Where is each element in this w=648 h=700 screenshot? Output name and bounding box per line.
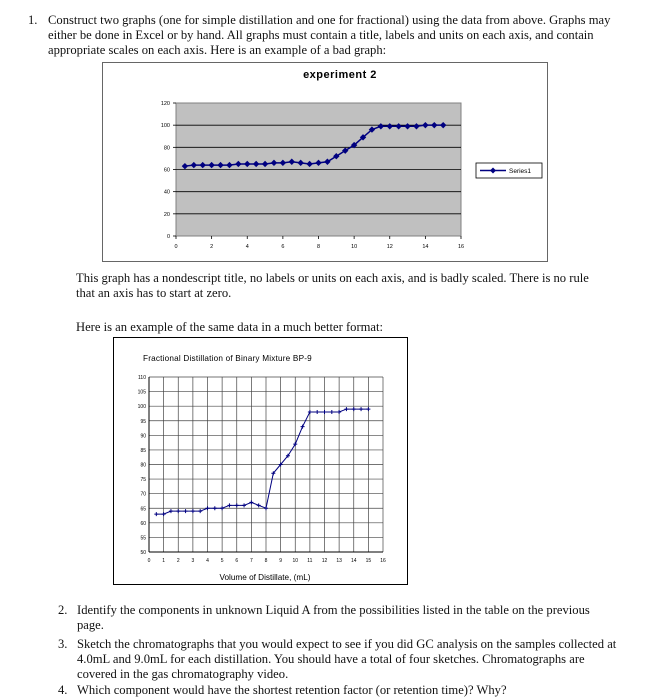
good-graph-y-tick-label: 50 xyxy=(140,550,146,556)
good-graph-x-tick-label: 12 xyxy=(321,558,328,564)
bad-graph-x-tick-label: 2 xyxy=(210,244,214,250)
bad-graph-title: experiment 2 xyxy=(303,69,377,81)
good-graph-y-tick-label: 85 xyxy=(140,447,146,454)
good-graph-x-tick-label: 15 xyxy=(365,558,372,564)
good-graph-y-tick-label: 105 xyxy=(137,389,146,396)
good-graph-x-tick-label: 13 xyxy=(336,558,342,564)
bad-graph-x-tick-label: 4 xyxy=(245,244,249,250)
bad-graph-y-tick-label: 20 xyxy=(163,211,170,218)
good-graph-y-tick-label: 75 xyxy=(140,477,146,484)
question-4-number: 4. xyxy=(58,683,68,697)
good-graph-x-tick-label: 8 xyxy=(264,558,268,564)
question-4-text: Which component would have the shortest retention factor (or retention time)? Why? xyxy=(77,683,507,697)
good-graph-chart xyxy=(113,337,408,585)
bad-graph-x-tick-label: 10 xyxy=(351,244,358,250)
bad-graph-y-tick-label: 60 xyxy=(163,167,170,174)
bad-graph-x-tick-label: 6 xyxy=(281,244,285,250)
good-graph-x-tick-label: 16 xyxy=(380,558,386,564)
good-graph-x-tick-label: 11 xyxy=(307,558,313,564)
good-graph-x-tick-label: 9 xyxy=(279,558,283,564)
good-graph-y-tick-label: 100 xyxy=(137,404,146,411)
good-graph-y-tick-label: 55 xyxy=(140,535,146,542)
good-graph-x-tick-label: 14 xyxy=(350,558,357,564)
bad-graph-y-tick-label: 40 xyxy=(163,189,170,196)
bad-graph-x-tick-label: 8 xyxy=(316,244,321,250)
good-graph-y-tick-label: 65 xyxy=(140,506,146,513)
bad-graph-y-tick-label: 100 xyxy=(160,123,170,130)
bad-graph-y-tick-label: 80 xyxy=(163,145,170,152)
good-graph-y-tick-label: 95 xyxy=(140,418,146,425)
good-graph-x-tick-label: 4 xyxy=(206,558,209,564)
bad-graph-x-tick-label: 14 xyxy=(422,244,429,250)
question-1-number: 1. xyxy=(28,13,38,27)
good-graph-x-tick-label: 3 xyxy=(191,558,195,564)
question-2-number: 2. xyxy=(58,603,68,617)
bad-graph-chart xyxy=(102,62,548,262)
bad-graph-x-tick-label: 12 xyxy=(386,244,393,250)
good-graph-x-tick-label: 1 xyxy=(162,558,166,564)
good-graph-x-tick-label: 5 xyxy=(220,558,224,564)
good-graph-title: Fractional Distillation of Binary Mixture BP-9 xyxy=(143,354,312,363)
good-graph-y-tick-label: 70 xyxy=(140,491,146,498)
good-graph-x-tick-label: 6 xyxy=(235,558,239,564)
bad-graph-x-tick-label: 0 xyxy=(174,244,178,250)
good-graph-x-tick-label: 0 xyxy=(147,558,151,564)
good-graph-x-tick-label: 10 xyxy=(292,558,299,564)
bad-graph-x-tick-label: 16 xyxy=(457,244,465,250)
bad-graph-y-tick-label: 0 xyxy=(166,234,170,240)
question-2-text: Identify the components in unknown Liquid A from the possibilities listed in the table on the previous page. xyxy=(77,603,590,632)
question-3-number: 3. xyxy=(58,637,68,651)
question-1-text: Construct two graphs (one for simple distillation and one for fractional) using the data from above. Graphs may either be done in Excel or by hand. All graphs must contain a title, labels and units on each axis, and contain appropriate scales on each axis. Here is an example of a bad graph: xyxy=(48,13,611,57)
good-graph-y-tick-label: 90 xyxy=(140,433,146,440)
bad-graph-y-tick-label: 120 xyxy=(160,101,170,107)
good-graph-x-tick-label: 7 xyxy=(249,558,253,564)
good-graph-x-label: Volume of Distillate, (mL) xyxy=(219,573,311,582)
good-graph-y-tick-label: 110 xyxy=(138,375,146,381)
good-graph-y-tick-label: 60 xyxy=(140,520,146,527)
good-graph-y-tick-label: 80 xyxy=(140,462,146,469)
good-graph-x-tick-label: 2 xyxy=(176,558,180,564)
bad-graph-legend-label: Series1 xyxy=(509,168,532,175)
good-graph-frame xyxy=(114,338,408,585)
question-3-text: Sketch the chromatographs that you would expect to see if you did GC analysis on the samples collected at 4.0mL and 9.0mL for each distillation. You should have a total of four sketches. Chromatographs are covered in the gas chromatography video. xyxy=(77,637,617,681)
